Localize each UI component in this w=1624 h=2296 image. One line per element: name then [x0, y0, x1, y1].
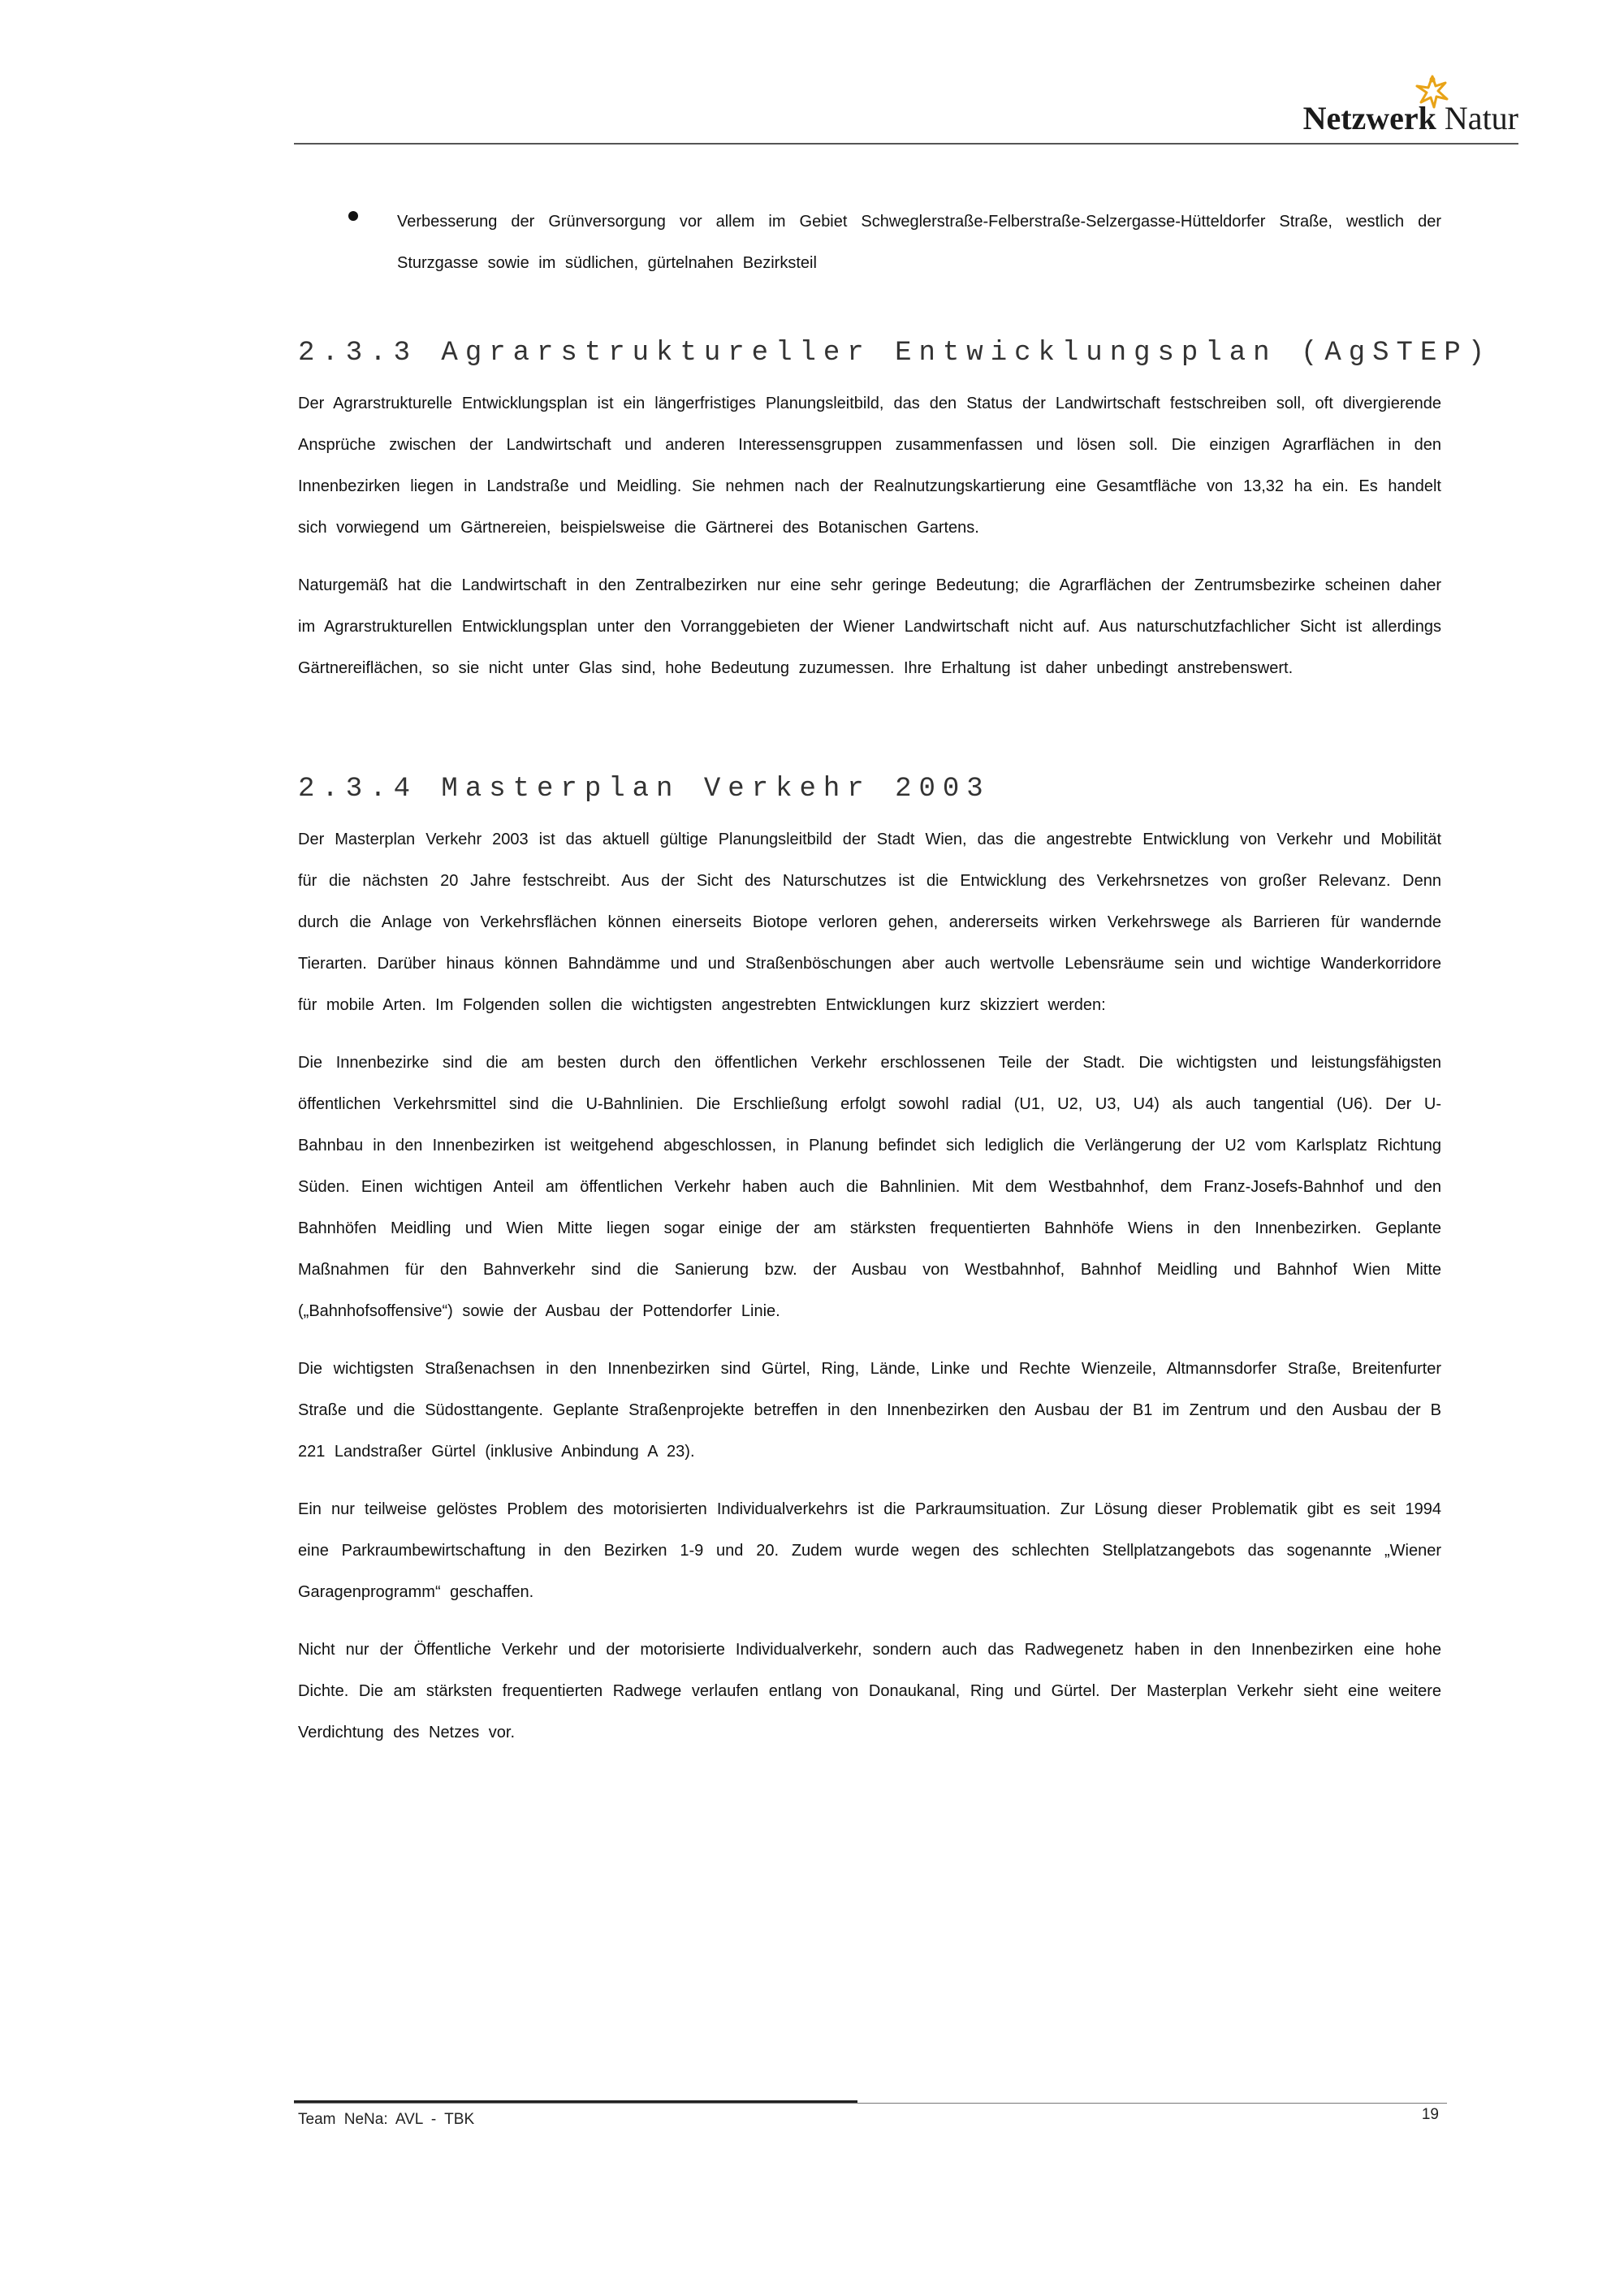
- logo-bold-text: Netzwerk: [1302, 100, 1436, 136]
- paragraph: Der Masterplan Verkehr 2003 ist das aktuell gültige Planungsleitbild der Stadt Wien, das die angestrebte Entwicklung von Verkehr und Mobilität für die nächsten 20 Jahre festschreibt. Aus der Sicht des Naturschutzes ist die Entwicklung des Verkehrsnetzes von großer Relevanz. Denn durch die Anlage von Verkehrsflächen können einerseits Biotope verloren gehen, andererseits wirken Verkehrswege als Barrieren für wandernde Tierarten. Darüber hinaus können Bahndämme und und Straßenböschungen aber auch wertvolle Lebensräume sein und wichtige Wanderkorridore für mobile Arten. Im Folgenden sollen die wichtigsten angestrebten Entwicklungen kurz skizziert werden:: [298, 831, 1441, 1014]
- logo-wordmark: [1275, 99, 1518, 137]
- bullet-text: Verbesserung der Grünversorgung vor allem im Gebiet Schweglerstraße-Felberstraße-Selzergasse-Hütteldorfer Straße, westlich der Sturzgasse sowie im südlichen, gürtelnahen Bezirksteil: [397, 213, 1441, 272]
- footer-team: Team NeNa: AVL - TBK: [298, 2111, 475, 2128]
- bullet-icon: [348, 211, 358, 221]
- footer-divider: [294, 2103, 1447, 2104]
- logo-regular-text: Natur: [1444, 100, 1518, 136]
- netzwerk-natur-logo: [1275, 75, 1518, 140]
- main-content: [298, 201, 1492, 1770]
- page-number: 19: [1421, 2106, 1439, 2123]
- header-divider: [294, 143, 1518, 145]
- bullet-item: [298, 201, 1441, 284]
- section-heading-agstep: 2.3.3 Agrarstruktureller Entwicklungsplan (AgSTEP): [298, 338, 1492, 369]
- paragraph: Der Agrarstrukturelle Entwicklungsplan ist ein längerfristiges Planungsleitbild, das den Status der Landwirtschaft festschreiben soll, oft divergierende Ansprüche zwischen der Landwirtschaft und anderen Interessensgruppen zusammenfassen und lösen soll. Die einzigen Agrarflächen in den Innenbezirken liegen in Landstraße und Meidling. Sie nehmen nach der Realnutzungskartierung eine Gesamtfläche von 13,32 ha ein. Es handelt sich vorwiegend um Gärtnereien, beispielsweise die Gärtnerei des Botanischen Gartens.: [298, 395, 1441, 537]
- paragraph: Naturgemäß hat die Landwirtschaft in den Zentralbezirken nur eine sehr geringe Bedeutung; die Agrarflächen der Zentrumsbezirke scheinen daher im Agrarstrukturellen Entwicklungsplan unter den Vorranggebieten der Wiener Landwirtschaft nicht auf. Aus naturschutzfachlicher Sicht ist allerdings Gärtnereiflächen, so sie nicht unter Glas sind, hohe Bedeutung zuzumessen. Ihre Erhaltung ist daher unbedingt anstrebenswert.: [298, 576, 1441, 677]
- paragraph: Die wichtigsten Straßenachsen in den Innenbezirken sind Gürtel, Ring, Lände, Linke und Rechte Wienzeile, Altmannsdorfer Straße, Breitenfurter Straße und die Südosttangente. Geplante Straßenprojekte betreffen in den Innenbezirken den Ausbau der B1 im Zentrum und den Ausbau der B 221 Landstraßer Gürtel (inklusive Anbindung A 23).: [298, 1360, 1441, 1461]
- section-heading-masterplan: 2.3.4 Masterplan Verkehr 2003: [298, 774, 991, 805]
- paragraph: Die Innenbezirke sind die am besten durch den öffentlichen Verkehr erschlossenen Teile der Stadt. Die wichtigsten und leistungsfähigsten öffentlichen Verkehrsmittel sind die U-Bahnlinien. Die Erschließung erfolgt sowohl radial (U1, U2, U3, U4) als auch tangential (U6). Der U-Bahnbau in den Innenbezirken ist weitgehend abgeschlossen, in Planung befindet sich lediglich die Verlängerung der U2 vom Karlsplatz Richtung Süden. Einen wichtigen Anteil am öffentlichen Verkehr haben auch die Bahnlinien. Mit dem Westbahnhof, dem Franz-Josefs-Bahnhof und den Bahnhöfen Meidling und Wien Mitte liegen sogar einige der am stärksten frequentierten Bahnhöfe Wiens in den Innenbezirken. Geplante Maßnahmen für den Bahnverkehr sind die Sanierung bzw. der Ausbau von Westbahnhof, Bahnhof Meidling und Bahnhof Wien Mitte („Bahnhofsoffensive“) sowie der Ausbau der Pottendorfer Linie.: [298, 1054, 1441, 1320]
- paragraph: Ein nur teilweise gelöstes Problem des motorisierten Individualverkehrs ist die Parkraumsituation. Zur Lösung dieser Problematik gibt es seit 1994 eine Parkraumbewirtschaftung in den Bezirken 1-9 und 20. Zudem wurde wegen des schlechten Stellplatzangebots das sogenannte „Wiener Garagenprogramm“ geschaffen.: [298, 1500, 1441, 1601]
- paragraph: Nicht nur der Öffentliche Verkehr und der motorisierte Individualverkehr, sondern auch das Radwegenetz haben in den Innenbezirken eine hohe Dichte. Die am stärksten frequentierten Radwege verlaufen entlang von Donaukanal, Ring und Gürtel. Der Masterplan Verkehr sieht eine weitere Verdichtung des Netzes vor.: [298, 1641, 1441, 1741]
